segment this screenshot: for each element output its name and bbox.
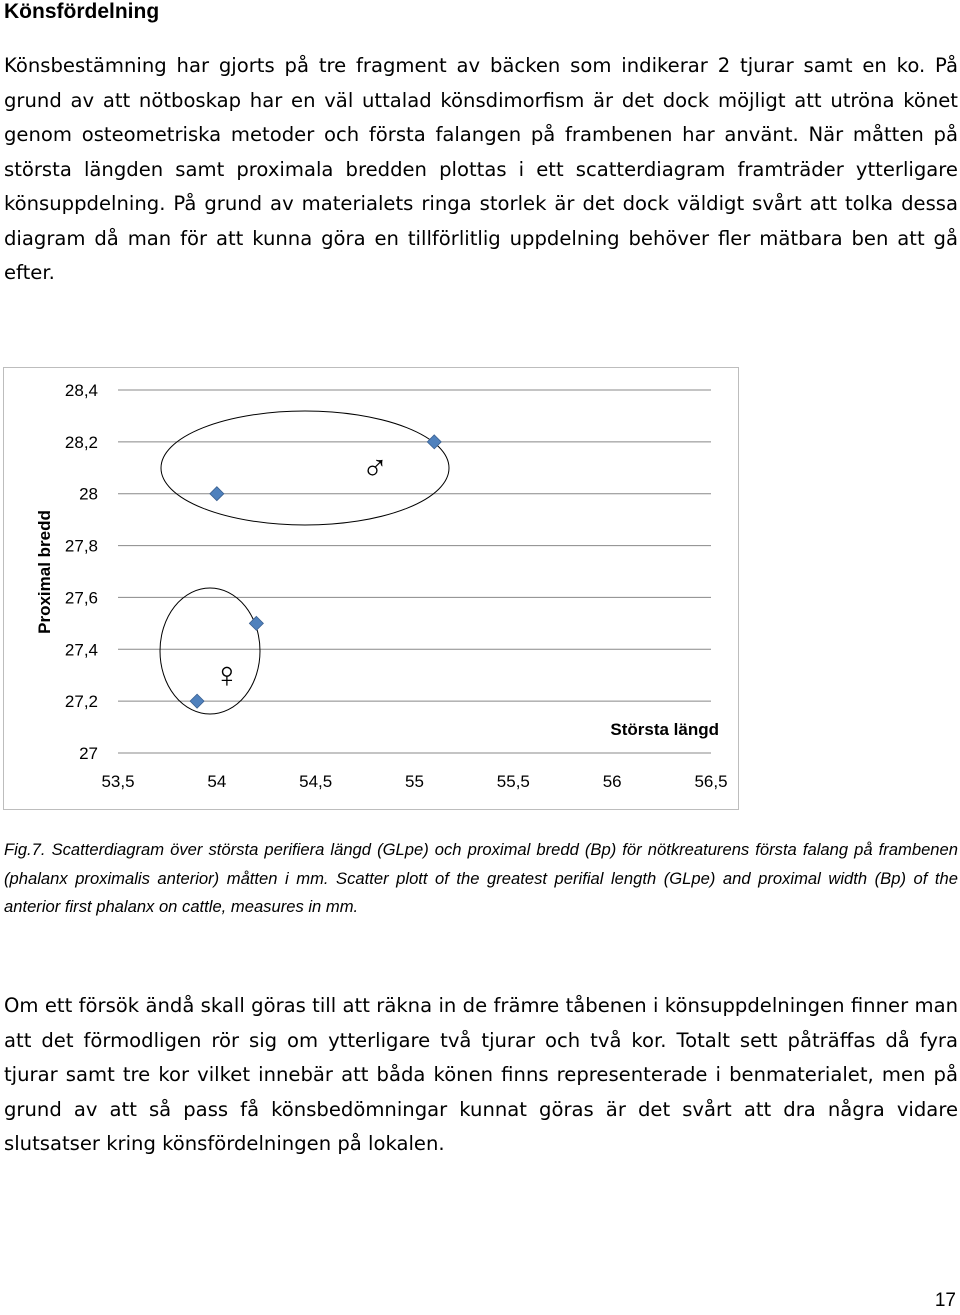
y-tick-label: 27,8	[64, 536, 98, 556]
x-tick-label: 56,5	[694, 772, 728, 791]
body-paragraph-1: Könsbestämning har gjorts på tre fragment av bäcken som indikerar 2 tjurar samt en ko. På grund av att nötboskap har en väl uttalad könsdimorfism är det dock möjligt att utröna könet genom osteometriska metoder och första falangen på frambenen har använt. När måtten på största längden samt proximala bredden plottas i ett scatterdiagram framträder ytterligare könsuppdelning. På grund av materialets ringa storlek är det dock väldigt svårt att tolka dessa diagram då man för att kunna göra en tillförlitlig uppdelning behöver fler mätbara ben att gå efter.	[4, 54, 958, 284]
y-tick-label: 28,4	[64, 381, 98, 400]
x-tick-label: 55	[405, 772, 424, 791]
figure-caption: Fig.7. Scatterdiagram över största perifiera längd (GLpe) och proximal bredd (Bp) för nötkreaturens första falang på frambenen (phalanx proximalis anterior) måtten i mm. Scatter plott of the greatest perifial length (GLpe) and proximal width (Bp) of the anterior first phalanx on cattle, measures in mm.	[4, 840, 958, 916]
chart-frame	[3, 367, 739, 810]
x-tick-label: 56	[602, 772, 622, 791]
male-symbol: ♂	[361, 446, 389, 488]
x-tick-label: 55,5	[496, 772, 530, 791]
x-axis-label: Största längd	[610, 720, 719, 739]
y-tick-label: 27	[79, 744, 98, 763]
y-tick-label: 27,6	[64, 588, 98, 608]
y-tick-label: 28	[79, 484, 98, 504]
y-tick-label: 27,2	[64, 692, 98, 712]
page-number: 17	[934, 1290, 956, 1311]
x-tick-label: 54	[207, 772, 227, 791]
x-tick-label: 54,5	[299, 772, 333, 791]
y-tick-label: 28,2	[64, 432, 98, 452]
x-tick-label: 53,5	[101, 772, 135, 791]
section-heading: Könsfördelning	[4, 0, 160, 23]
body-paragraph-2: Om ett försök ändå skall göras till att räkna in de främre tåbenen i könsuppdelningen finner man att det förmodligen rör sig om ytterligare två tjurar och två kor. Totalt sett påträffas då fyra tjurar samt tre kor vilket innebär att båda könen finns representerade i benmaterialet, men på grund av att så pass få könsbedömningar kunnat göras är det svårt att dra några vidare slutsatser kring könsfördelningen på lokalen.	[4, 994, 958, 1155]
female-symbol: ♀	[213, 654, 241, 696]
y-axis-label: Proximal bredd	[35, 510, 54, 634]
y-tick-label: 27,4	[64, 640, 98, 660]
